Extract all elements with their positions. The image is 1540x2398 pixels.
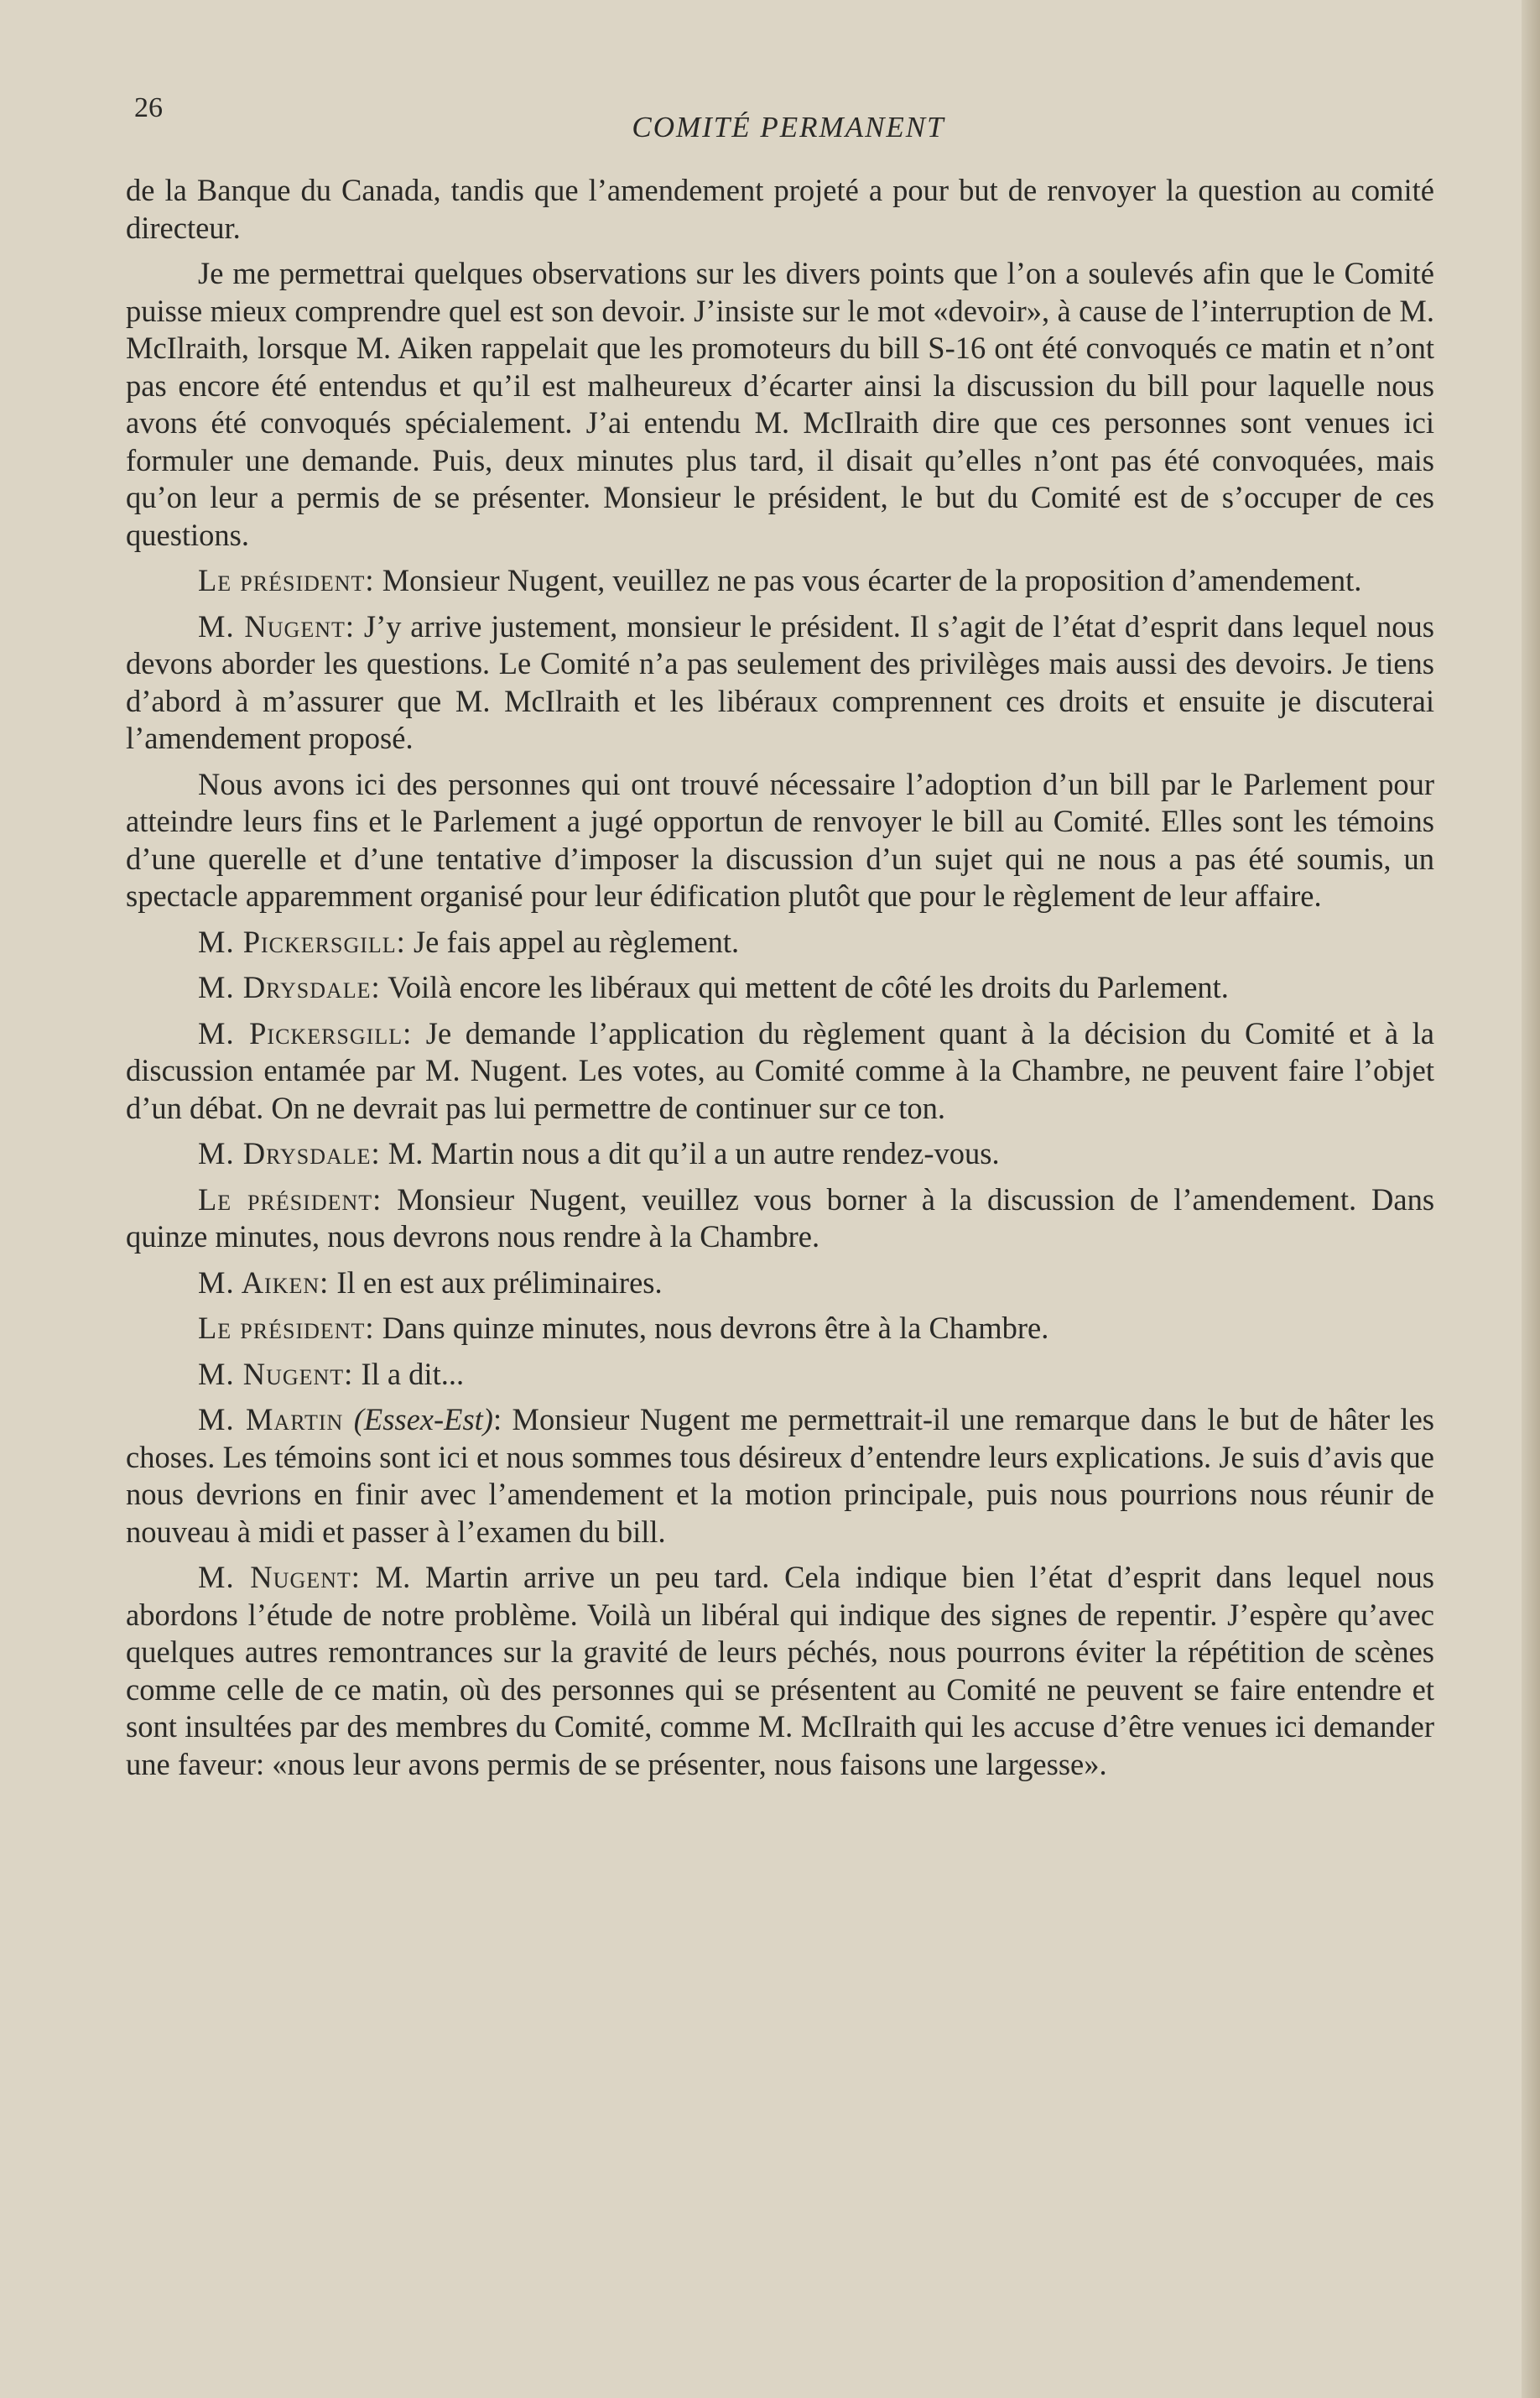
speaker-name: M. Nugent: bbox=[198, 608, 356, 644]
paragraph: M. Nugent: M. Martin arrive un peu tard. Cela indique bien l’état d’esprit dans lequel nous abordons l’étude de notre problème. Voilà un libéral qui indique des signes de repentir. J’espère qu’avec quelques autres remontrances sur la gravité de leurs péchés, nous pourrons éviter la répétition de scènes comme celle de ce matin, où des personnes qui se présentent au Comité ne peuvent se faire entendre et sont insultées par des membres du Comité, comme M. McIlraith qui les accuse d’être venues ici demander une faveur: «nous leur avons permis de se présenter, nous faisons une largesse». bbox=[126, 1560, 1434, 1781]
speaker-name: M. Drysdale: bbox=[198, 970, 381, 1004]
speaker-name: Le président: bbox=[198, 1311, 375, 1345]
page-number: 26 bbox=[134, 92, 163, 123]
paragraph: M. Drysdale: Voilà encore les libéraux qui mettent de côté les droits du Parlement. bbox=[198, 970, 1229, 1004]
speaker-name: M. Martin bbox=[198, 1402, 344, 1436]
paragraph: M. Aiken: Il en est aux préliminaires. bbox=[198, 1264, 663, 1300]
speaker-name: M. Nugent: bbox=[198, 1356, 354, 1391]
running-title: COMITÉ PERMANENT bbox=[632, 111, 945, 143]
paragraph: Le président: Monsieur Nugent, veuillez vous borner à la discussion de l’amendement. Dans quinze minutes, nous devrons nous rendre à la Chambre. bbox=[126, 1181, 1435, 1254]
paragraph: M. Pickersgill: Je fais appel au règlement. bbox=[198, 924, 740, 959]
paragraph: Le président: Monsieur Nugent, veuillez ne pas vous écarter de la proposition d’amendement. bbox=[198, 563, 1362, 597]
page-header bbox=[134, 92, 1443, 151]
speaker-name: M. Drysdale: bbox=[198, 1136, 381, 1170]
page-edge-shadow bbox=[1522, 0, 1540, 2398]
paragraph: Nous avons ici des personnes qui ont trouvé nécessaire l’adoption d’un bill par le Parlement pour atteindre leurs fins et le Parlement a jugé opportun de renvoyer le bill au Comité. Elles sont les témoins d’une querelle et d’une tentative d’imposer la discussion d’un sujet qui ne nous a pas été soumis, un spectacle apparemment organisé pour leur édification plutôt que pour le règlement de leur affaire. bbox=[126, 766, 1434, 913]
speaker-name: Le président: bbox=[198, 563, 375, 597]
paragraph: M. Drysdale: M. Martin nous a dit qu’il a un autre rendez-vous. bbox=[198, 1136, 1000, 1170]
speaker-name: M. Nugent: bbox=[198, 1560, 361, 1594]
paragraph: Je me permettrai quelques observations sur les divers points que l’on a soulevés afin que le Comité puisse mieux comprendre quel est son devoir. J’insiste sur le mot «devoir», à cause de l’interruption de M. McIlraith, lorsque M. Aiken rappelait que les promoteurs du bill S-16 ont été convoqués ce matin et n’ont pas encore été entendus et qu’il est malheureux d’écarter ainsi la discussion du bill pour laquelle nous avons été convoqués spécialement. J’ai entendu M. McIlraith dire que ces personnes sont venues ici formuler une demande. Puis, deux minutes plus tard, il disait qu’elles n’ont pas été convoquées, mais qu’on leur a permis de se présenter. Monsieur le président, le but du Comité est de s’occuper de ces questions. bbox=[126, 256, 1434, 552]
page-body bbox=[126, 172, 1434, 1791]
paragraph: M. Nugent: J’y arrive justement, monsieur le président. Il s’agit de l’état d’esprit dans lequel nous devons aborder les questions. Le Comité n’a pas seulement des privilèges mais aussi des devoirs. Je tiens d’abord à m’assurer que M. McIlraith et les libéraux comprennent ces droits et ensuite je discuterai l’amendement proposé. bbox=[126, 608, 1434, 755]
paragraph: Le président: Dans quinze minutes, nous devrons être à la Chambre. bbox=[198, 1311, 1049, 1345]
paragraph: M. Martin (Essex-Est): Monsieur Nugent me permettrait-il une remarque dans le but de hâter les choses. Les témoins sont ici et nous sommes tous désireux d’entendre leurs explications. Je suis d’avis que nous devrions en finir avec l’amendement et la motion principale, puis nous pourrions nous réunir de nouveau à midi et passer à l’examen du bill. bbox=[126, 1402, 1434, 1549]
paragraph: de la Banque du Canada, tandis que l’amendement projeté a pour but de renvoyer la question au comité directeur. bbox=[126, 173, 1434, 245]
speaker-name: Le président: bbox=[198, 1181, 382, 1217]
riding-name: (Essex-Est) bbox=[353, 1402, 493, 1436]
speaker-name: M. Pickersgill: bbox=[198, 924, 406, 959]
paragraph: M. Nugent: Il a dit... bbox=[198, 1356, 465, 1391]
speaker-name: M. Pickersgill: bbox=[198, 1015, 413, 1050]
speaker-name: M. Aiken: bbox=[198, 1264, 330, 1300]
paragraph: M. Pickersgill: Je demande l’application du règlement quant à la décision du Comité et à la discussion entamée par M. Nugent. Les votes, au Comité comme à la Chambre, ne peuvent faire l’objet d’un débat. On ne devrait pas lui permettre de continuer sur ce ton. bbox=[126, 1015, 1434, 1125]
